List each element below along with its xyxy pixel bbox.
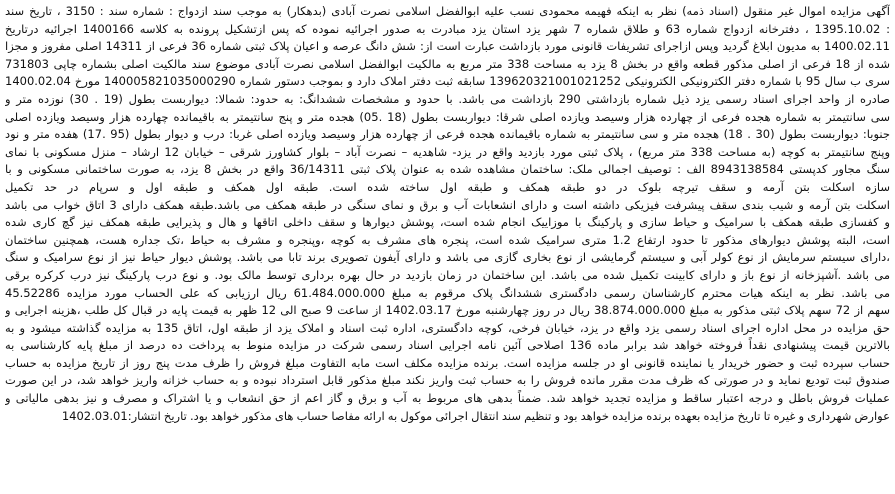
notice-line: سی سانتیمتر به شماره هجده فرعی از چهارده هزار وسیصد ویازده اصلی شرقا: دیواربست بطول (18 .05) هجده متر و پنج سانتیمتر به باقیمانده چهارده هزار وسیصد ویازده اصلی bbox=[5, 109, 890, 124]
notice-line: ،دارای سیستم سرمایش از نوع کولر آبی و سیستم گرمایشی از نوع بخاری گازی می باشد و دارای آیفون تصویری برند تابا می باشد. پوشش دیوار حیاط نیز از نوع سرامیک و سنگ bbox=[5, 250, 890, 265]
notice-line: و کفسازی طبقه همکف با سرامیک و حیاط سازی و پارکینگ با موزاییک انجام شده است، پوشش دیوارها و سقف داخلی اتاقها و هال و پذیرایی طبقه همکف نیز گچ کاری شده bbox=[5, 215, 890, 230]
notice-line: سری ب سال 95 با شماره دفتر الکترونیکی الکترونیکی 139620321001021252 سابقه ثبت دفتر املاک دارد و بموجب دستور شماره 140005821035000290 مورخ 1400.02.04 bbox=[5, 74, 890, 89]
notice-line: 1400.02.11 به مدیون ابلاغ گردید وپس ازاجرای تشریفات قانونی مورد بازداشت عبارت است از: شش دانگ عرصه و اعیان پلاک ثبتی شماره 36 فرعی از 14311 اصلی مفروز و مجزا bbox=[5, 39, 890, 54]
notice-line: است، البته پوشش دیوارهای مذکور تا حدود ارتفاع 1.2 متری سرامیک شده است، پنجره های مشرف به کوچه ،وپنجره و مشرف به حیاط ،تک جداره هست، همچنین ساختمان bbox=[5, 232, 890, 247]
auction-notice-text bbox=[5, 3, 890, 488]
notice-line: سهم از 72 سهم پلاک ثبتی مذکور به مبلغ 38.874.000.000 ریال در روز چهارشنبه مورخ 1402.03.17 از ساعت 9 صبح الی 12 ظهر به قیمت پایه در قبال کل طلب ،هزینه اجرایی و bbox=[5, 303, 890, 318]
notice-line-publication-date: عوارض شهرداری و غیره تا تاریخ مزایده بعهده برنده مزایده خواهد بود و تنظیم سند انتقال اجرائی موکول به ارائه مفاصا حساب های مذکور خواهد بود. تاریخ انتشار:1402.03.01 bbox=[61, 408, 890, 423]
notice-line: اسکلت بتن آرمه و شیب بندی سقف پیشرفت فیزیکی داشته است و دارای انشعابات آب و برق و نمای سنگی در طبقه همکف می باشد.طبقه همکف دارای 3 اتاق خواب می باشد bbox=[5, 197, 890, 212]
notice-line: صادره از واحد اجرای اسناد رسمی یزد ذیل شماره بازداشتی 290 بازداشت می باشد. با حدود و مشخصات ششدانگ: به حدود: شمالا: دیواربست بطول (19 . 30) نوزده متر و bbox=[5, 91, 890, 106]
notice-line: شده از 18 فرعی از اصلی مذکور قطعه واقع در بخش 8 یزد به مساحت 338 متر مربع به مالکیت ابوالفضل اسلامی نصرت آبادی موضوع سند مالکیت اصلی بشماره چاپی 731803 bbox=[5, 56, 890, 71]
notice-line: می باشد. نظر به اینکه هیات محترم کارشناسان رسمی دادگستری ششدانگ پلاک مرقوم به مبلغ 61.484.000.000 ریال ارزیابی که علی الحساب مورد مزایده 45.52286 bbox=[5, 285, 890, 300]
notice-line: می باشد .آشپزخانه از نوع باز و دارای کابینت تکمیل شده می باشد. این ساختمان در زمان بازدید در حال بهره برداری توسط مالک بود. و نوع درب پارکینگ نیز درب کرکره برقی bbox=[5, 267, 890, 282]
notice-line: : 1395.10.02 ، دفترخانه ازدواج شماره 63 و طلاق شماره 7 شهر یزد استان یزد مبادرت به صدور اجرائیه نموده که پس ازتشکیل پرونده به کلاسه 1400166 اجرائیه درتاریخ bbox=[5, 21, 890, 36]
notice-line: وپنج سانتیمتر به کوچه (به مساحت 338 متر مربع) ، پلاک ثبتی مورد بازدید واقع در یزد- شاهدیه – نصرت آباد – بلوار کشاورز شرقی – خیابان 12 ارشاد – منزل مسکونی با نمای bbox=[5, 144, 890, 159]
notice-line: سازه اسکلت بتن آرمه و سقف تیرچه بلوک در دو طبقه همکف و طبقه اول ساخته شده است. طبقه اول همکف و طبقه اول و سرپام در حد تکمیل bbox=[5, 179, 890, 194]
notice-line: سنگ مجاور کدپستی 8943138584 الف : توصیف اجمالی ملک: ساختمان مشاهده شده به عنوان پلاک ثبتی 36/14311 واقع در بخش 8 یزد، به صورت ساختمانی مسکونی و با bbox=[5, 162, 890, 177]
notice-line: حق مزایده در محل اداره اجرای اسناد رسمی یزد واقع در یزد، خیابان فرخی، کوچه دادگستری، اداره ثبت اسناد و املاک یزد از طبقه اول، اتاق 135 به مزایده گذاشته میشود و به bbox=[5, 320, 890, 335]
notice-line: بالاترین قیمت پیشنهادی نقداً فروخته خواهد شد برابر ماده 136 اصلاحی آئین نامه اجرایی اسناد رسمی شرکت در مزایده منوط به پرداخت ده درصد از مبلغ پایه کارشناسی به bbox=[5, 338, 890, 353]
notice-line: عملیات فروش باطل و درجه اعتبار ساقط و مزایده تجدید خواهد شد. ضمناً بدهی های مربوط به آب و برق و گاز اعم از حق انشعاب و یا اشتراک و مصرف و نیز بدهی مالیاتی و bbox=[5, 391, 890, 406]
notice-line: جنوبا: دیواربست بطول (30 . 18) هجده متر و سی سانتیمتر به شماره باقیمانده هجده فرعی از چهارده هزار وسیصد ویازده اصلی غربا: درب و دیوار بطول (95 .17) هفده متر و نود bbox=[5, 127, 890, 142]
notice-line: حساب سپرده ثبت و حضور خریدار یا نماینده قانونی او در جلسه مزایده است. برنده مزایده مکلف است مابه التفاوت مبلغ فروش را ظرف مدت پنج روز از تاریخ مزایده به حساب bbox=[5, 355, 890, 370]
notice-line: صندوق ثبت تودیع نماید و در صورتی که ظرف مدت مقرر مانده فروش را به حساب ثبت واریز نکند مبلغ مذکور قابل استرداد نبوده و به حساب خزانه واریز خواهد شد، در این صورت bbox=[5, 373, 890, 388]
notice-line: آگهی مزایده اموال غیر منقول (اسناد ذمه) نظر به اینکه فهیمه محمودی نسب علیه ابوالفضل اسلامی نصرت آبادی (بدهکار) به موجب سند ازدواج : شماره سند : 3150 ، تاریخ سند bbox=[5, 4, 890, 18]
